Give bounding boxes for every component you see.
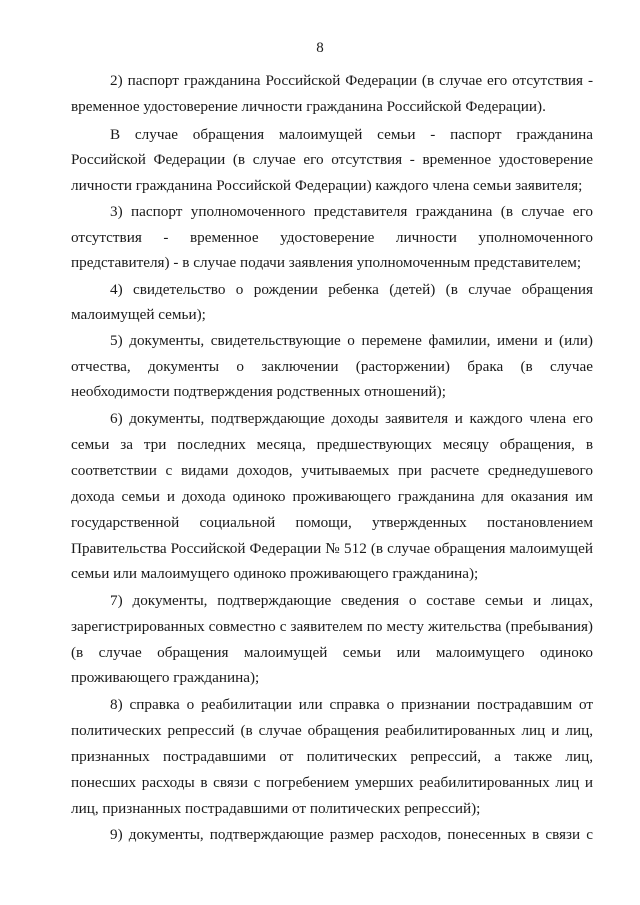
text-line: отчества, документы о заключении (расторжении) брака (в случае — [71, 358, 593, 375]
text-line: 7) документы, подтверждающие сведения о составе семьи и лицах, — [110, 592, 593, 609]
text-line: личности гражданина Российской Федерации) каждого члена семьи заявителя; — [71, 177, 583, 194]
text-line: 9) документы, подтверждающие размер расходов, понесенных в связи с — [110, 826, 593, 843]
text-line: признанных пострадавшими от политических репрессий, а также лиц, — [71, 748, 593, 765]
text-line: отсутствия - временное удостоверение личности уполномоченного — [71, 229, 593, 246]
text-line: семьи или малоимущего одиноко проживающего гражданина); — [71, 565, 479, 582]
text-line: лиц, признанных пострадавшими от политических репрессий); — [71, 800, 481, 817]
text-line: понесших расходы в связи с погребением умерших реабилитированных лиц и — [71, 774, 593, 791]
text-line: (в случае обращения малоимущей семьи или малоимущего одиноко — [71, 644, 593, 661]
text-line: 6) документы, подтверждающие доходы заявителя и каждого члена его — [110, 410, 593, 427]
text-line: необходимости подтверждения родственных отношений); — [71, 383, 446, 400]
text-line: соответствии с видами доходов, учитываемых при расчете среднедушевого — [71, 462, 593, 479]
text-line: 5) документы, свидетельствующие о перемене фамилии, имени и (или) — [110, 332, 593, 349]
text-line: 4) свидетельство о рождении ребенка (детей) (в случае обращения — [110, 281, 593, 298]
text-line: государственной социальной помощи, утвержденных постановлением — [71, 514, 593, 531]
text-line: семьи за три последних месяца, предшествующих месяцу обращения, в — [71, 436, 593, 453]
page-number: 8 — [316, 40, 324, 56]
text-line: проживающего гражданина); — [71, 669, 260, 686]
text-line: политических репрессий (в случае обращения реабилитированных лиц и лиц, — [71, 722, 593, 739]
text-line: временное удостоверение личности гражданина Российской Федерации). — [71, 98, 546, 115]
text-line: 2) паспорт гражданина Российской Федерации (в случае его отсутствия - — [110, 72, 593, 89]
text-line: представителя) - в случае подачи заявления уполномоченным представителем; — [71, 254, 582, 271]
text-line: В случае обращения малоимущей семьи - паспорт гражданина — [110, 126, 593, 143]
text-line: зарегистрированных совместно с заявителем по месту жительства (пребывания) — [71, 618, 593, 635]
text-line: малоимущей семьи); — [71, 306, 206, 323]
text-line: дохода семьи и дохода одиноко проживающего гражданина для оказания им — [71, 488, 593, 505]
text-line: Правительства Российской Федерации № 512 (в случае обращения малоимущей — [71, 540, 593, 557]
text-line: 8) справка о реабилитации или справка о признании пострадавшим от — [110, 696, 593, 713]
text-line: Российской Федерации (в случае его отсутствия - временное удостоверение — [71, 151, 593, 168]
text-line: 3) паспорт уполномоченного представителя гражданина (в случае его — [110, 203, 593, 220]
